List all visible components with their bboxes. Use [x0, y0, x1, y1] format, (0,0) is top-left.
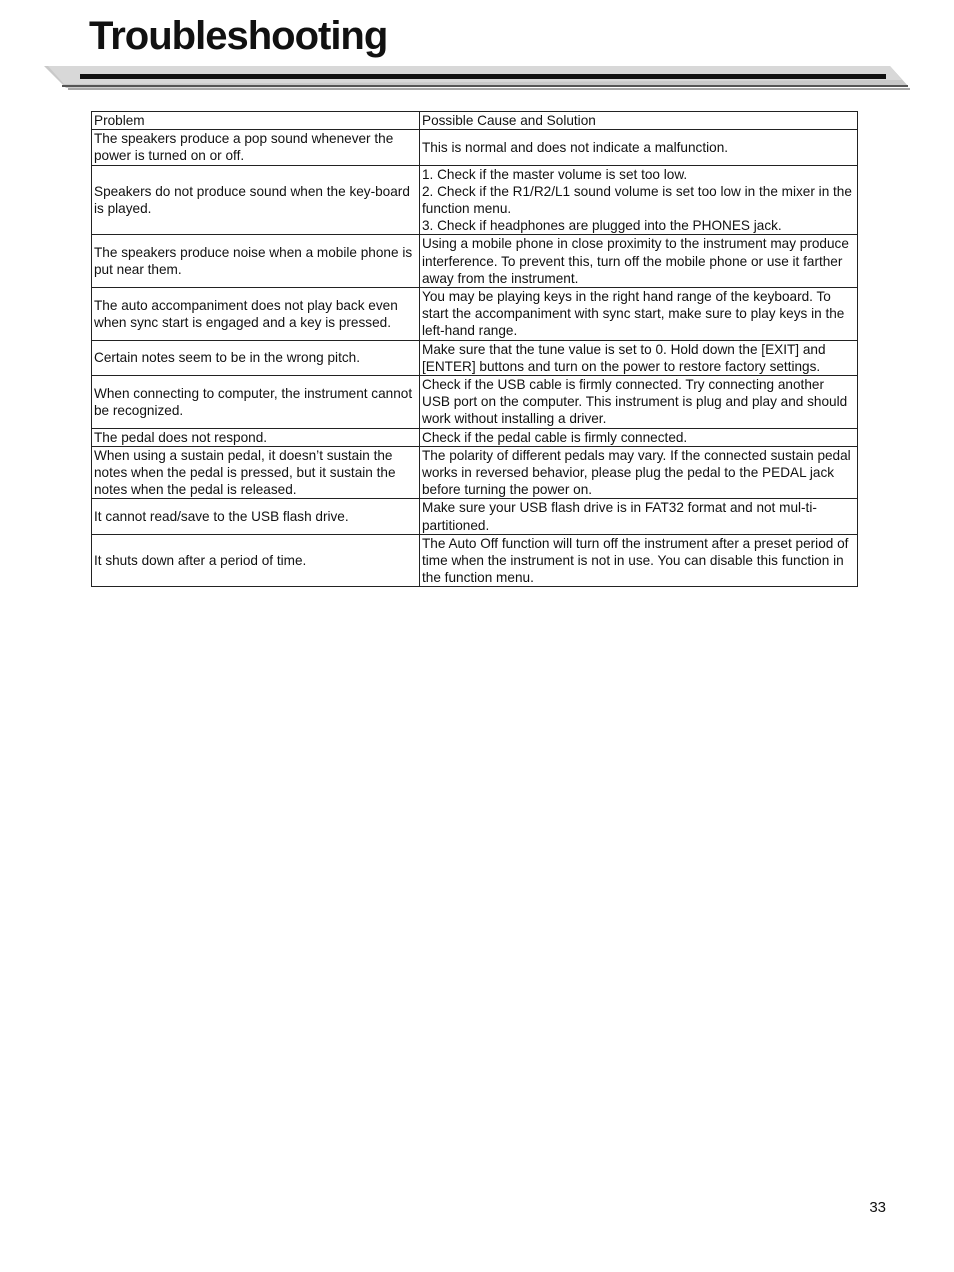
problem-cell: Speakers do not produce sound when the key-board is played. — [92, 165, 420, 235]
header-divider-band — [44, 62, 910, 92]
solution-cell: This is normal and does not indicate a malfunction. — [420, 130, 858, 165]
solution-cell: You may be playing keys in the right hand range of the keyboard. To start the accompaniment with sync start, make sure to play keys in the left-hand range. — [420, 288, 858, 341]
problem-cell: The speakers produce a pop sound whenever the power is turned on or off. — [92, 130, 420, 165]
solution-cell: Check if the pedal cable is firmly connected. — [420, 428, 858, 446]
solution-cell: Using a mobile phone in close proximity to the instrument may produce interference. To prevent this, turn off the mobile phone or use it farther away from the instrument. — [420, 235, 858, 288]
table-row — [92, 165, 858, 235]
problem-cell: When connecting to computer, the instrument cannot be recognized. — [92, 376, 420, 429]
table-row — [92, 499, 858, 534]
problem-cell: Certain notes seem to be in the wrong pitch. — [92, 340, 420, 375]
table-row — [92, 534, 858, 587]
table-row — [92, 288, 858, 341]
problem-cell: The pedal does not respond. — [92, 428, 420, 446]
solution-cell: The Auto Off function will turn off the instrument after a preset period of time when the instrument is not in use. You can disable this function in the function menu. — [420, 534, 858, 587]
solution-cell: The polarity of different pedals may vary. If the connected sustain pedal works in reversed behavior, please plug the pedal to the PEDAL jack before turning the power on. — [420, 446, 858, 499]
solution-cell: 1. Check if the master volume is set too low. 2. Check if the R1/R2/L1 sound volume is set too low in the mixer in the function menu. 3. Check if headphones are plugged into the PHONES jack. — [420, 165, 858, 235]
problem-cell: The speakers produce noise when a mobile phone is put near them. — [92, 235, 420, 288]
page-title: Troubleshooting — [89, 14, 388, 58]
problem-cell: It cannot read/save to the USB flash drive. — [92, 499, 420, 534]
problem-cell: It shuts down after a period of time. — [92, 534, 420, 587]
solution-cell: Check if the USB cable is firmly connected. Try connecting another USB port on the computer. This instrument is plug and play and should work without installing a driver. — [420, 376, 858, 429]
table-row — [92, 376, 858, 429]
problem-cell: When using a sustain pedal, it doesn’t sustain the notes when the pedal is pressed, but it sustain the notes when the pedal is released. — [92, 446, 420, 499]
table-row — [92, 446, 858, 499]
table-row — [92, 235, 858, 288]
page-number: 33 — [869, 1199, 886, 1216]
problem-cell: The auto accompaniment does not play back even when sync start is engaged and a key is pressed. — [92, 288, 420, 341]
solution-cell: Make sure your USB flash drive is in FAT32 format and not mul-ti-partitioned. — [420, 499, 858, 534]
table-header-row — [92, 112, 858, 130]
solution-cell: Make sure that the tune value is set to 0. Hold down the [EXIT] and [ENTER] buttons and turn on the power to restore factory settings. — [420, 340, 858, 375]
column-header-solution: Possible Cause and Solution — [420, 112, 858, 130]
table-row — [92, 428, 858, 446]
column-header-problem: Problem — [92, 112, 420, 130]
table-row — [92, 340, 858, 375]
table-row — [92, 130, 858, 165]
troubleshooting-table — [91, 111, 858, 587]
